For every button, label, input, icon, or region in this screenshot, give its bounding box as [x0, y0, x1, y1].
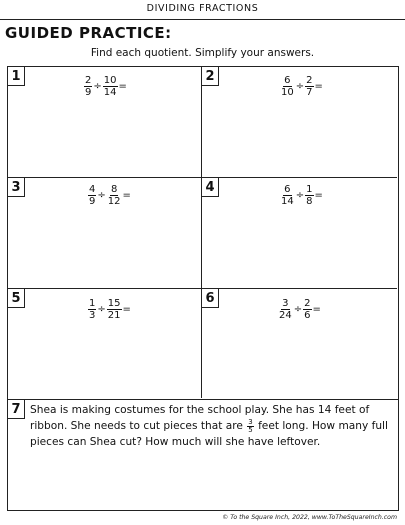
header-title: DIVIDING FRACTIONS [146, 3, 259, 14]
equals-symbol: = [314, 190, 323, 201]
fraction: $\frac{1}{8}$ [306, 184, 313, 207]
problem-expression [278, 298, 321, 321]
problem-expression [88, 298, 131, 321]
fraction: $\frac{6}{10}$ [281, 75, 294, 98]
equals-symbol: = [312, 304, 321, 315]
problem-cell-5 [8, 289, 202, 398]
section-title: GUIDED PRACTICE: [5, 24, 172, 42]
fraction: $\frac{15}{21}$ [107, 298, 121, 321]
fraction: $\frac{2}{7}$ [306, 75, 313, 98]
page-header [0, 0, 405, 20]
word-problem-text-start: Shea is making costumes for the school play. She has 14 feet of ribbon. She needs to cut pieces that are [30, 404, 370, 432]
problem-cell-6 [202, 289, 397, 398]
equals-symbol: = [314, 81, 323, 92]
problem-expression [84, 75, 127, 98]
divide-symbol: ÷ [97, 190, 106, 201]
divide-symbol: ÷ [295, 190, 305, 201]
equals-symbol: = [122, 190, 131, 201]
fraction: $\frac{6}{14}$ [281, 184, 294, 207]
divide-symbol: ÷ [293, 304, 303, 315]
copyright-footer: © To the Square Inch, 2022, www.ToTheSquareInch.com [222, 514, 397, 521]
problem-number: 6 [202, 289, 219, 308]
problem-cell-3 [8, 178, 202, 289]
problem-expression [88, 184, 131, 207]
fraction: $\frac{10}{14}$ [103, 75, 117, 98]
problem-expression [280, 75, 323, 98]
problem-number: 3 [8, 178, 25, 197]
equals-symbol: = [118, 81, 127, 92]
word-problem-box [7, 400, 399, 511]
inline-fraction: $\frac{3}{5}$ [248, 417, 253, 434]
fraction: $\frac{8}{12}$ [107, 184, 121, 207]
fraction: $\frac{3}{24}$ [279, 298, 292, 321]
problem-cell-2 [202, 67, 397, 178]
problem-number: 4 [202, 178, 219, 197]
problem-cell-1 [8, 67, 202, 178]
problem-number: 1 [8, 67, 25, 86]
divide-symbol: ÷ [93, 81, 102, 92]
problem-grid [7, 66, 399, 400]
equals-symbol: = [122, 304, 131, 315]
problem-number: 5 [8, 289, 25, 308]
divide-symbol: ÷ [295, 81, 305, 92]
word-problem-text-end: feet long. How many full pieces can Shea cut? How much will she have leftover. [30, 420, 388, 448]
problem-cell-4 [202, 178, 397, 289]
problem-expression [280, 184, 323, 207]
fraction: $\frac{2}{6}$ [304, 298, 311, 321]
divide-symbol: ÷ [97, 304, 106, 315]
fraction: $\frac{1}{3}$ [89, 298, 96, 321]
word-problem-text [30, 402, 394, 450]
fraction: $\frac{2}{9}$ [85, 75, 92, 98]
instructions: Find each quotient. Simplify your answers. [90, 47, 315, 59]
problem-number: 2 [202, 67, 219, 86]
fraction: $\frac{4}{9}$ [89, 184, 96, 207]
problem-number: 7 [8, 400, 25, 419]
